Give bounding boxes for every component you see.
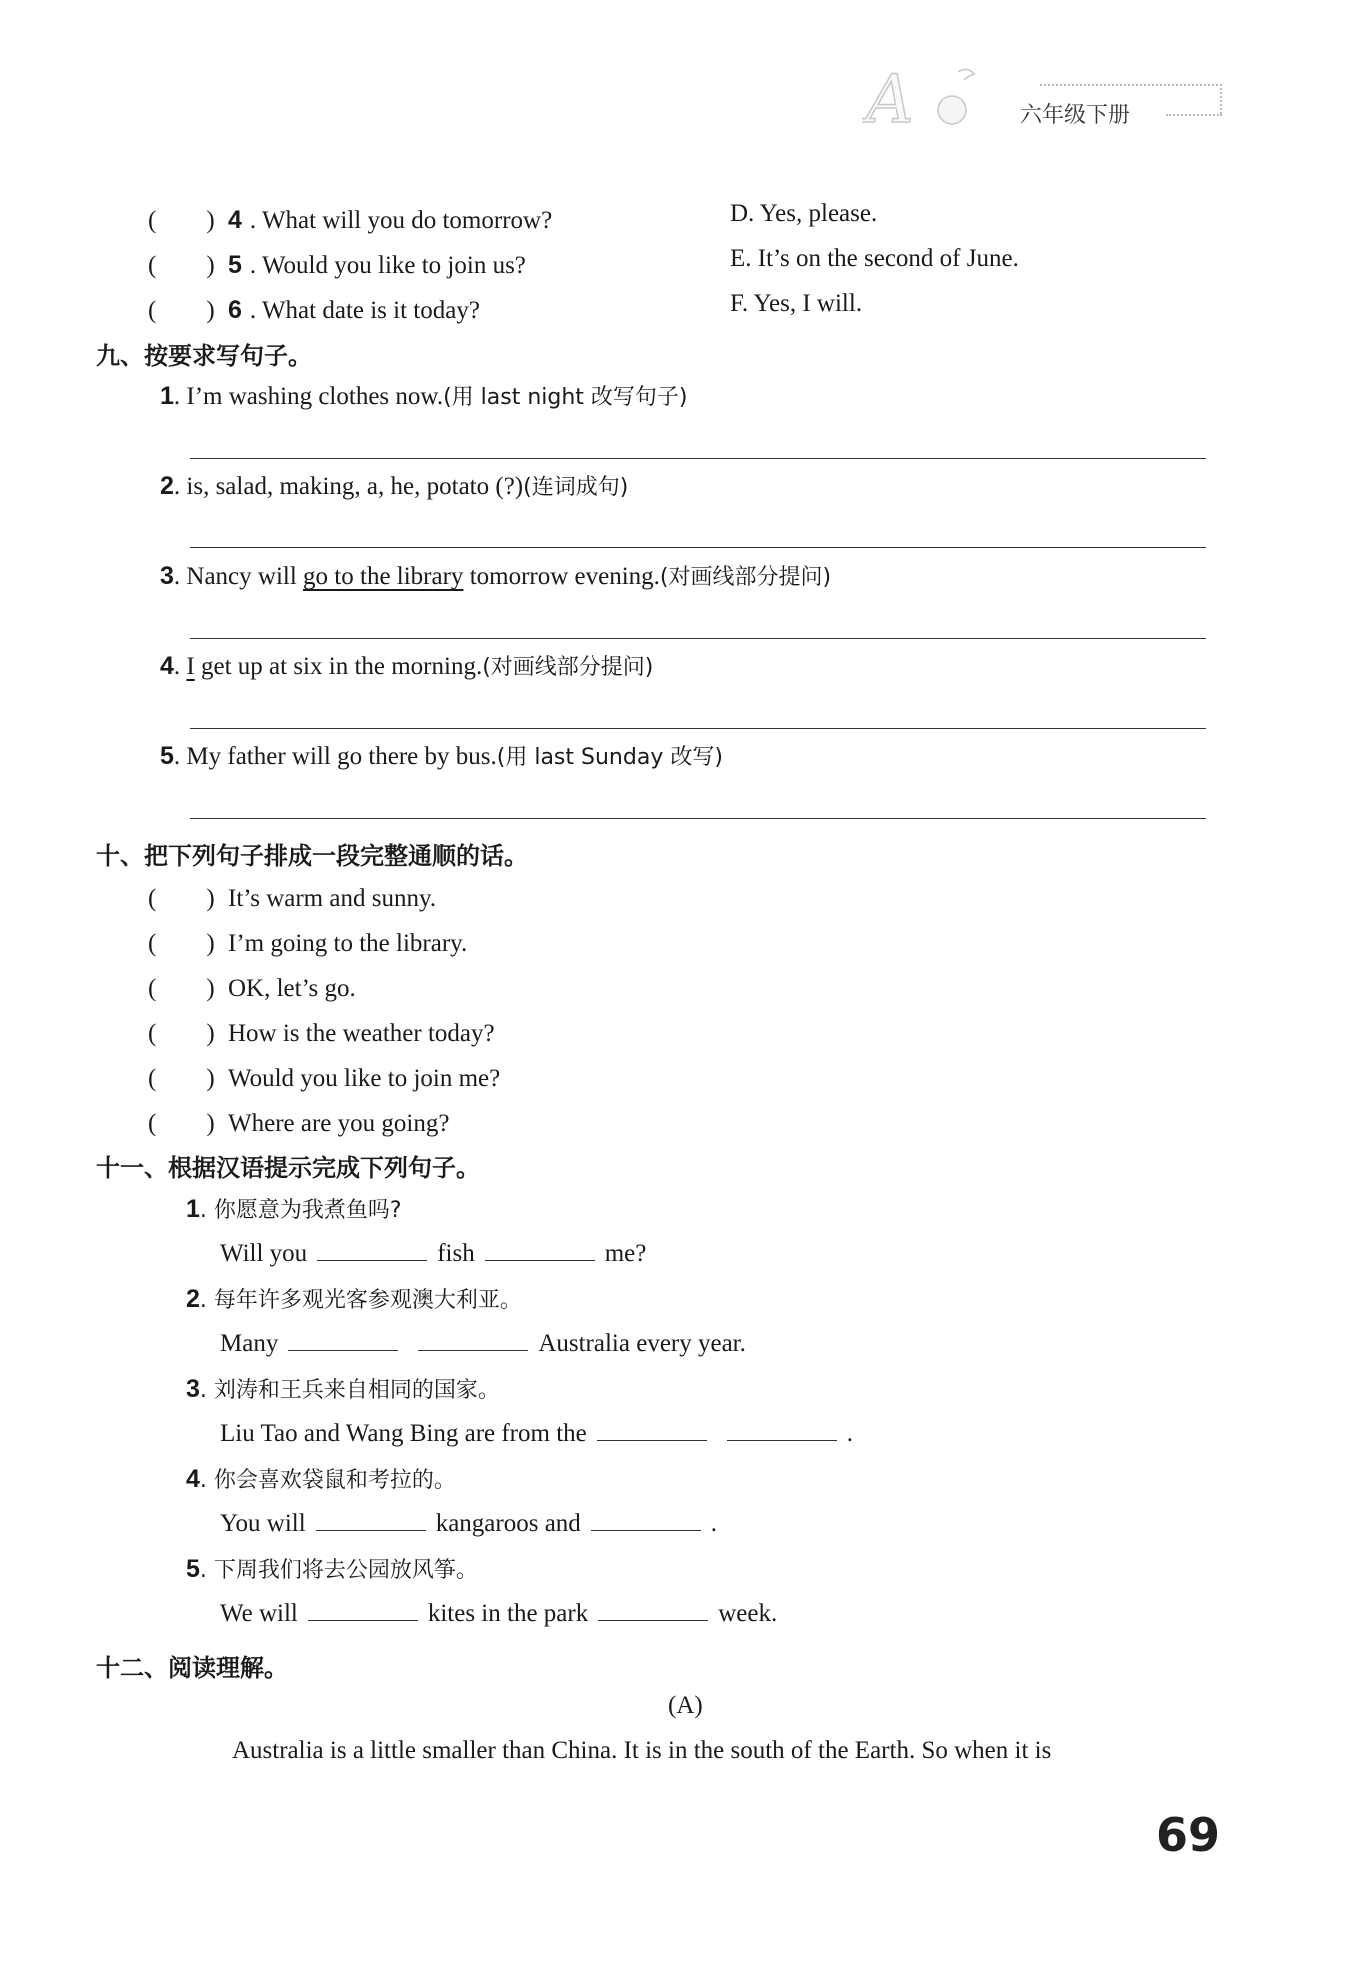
matching-option: D. Yes, please.: [730, 200, 878, 227]
answer-parens[interactable]: ( ): [148, 252, 215, 279]
ordering-item: ( ) OK, let’s go.: [148, 968, 356, 1004]
matching-option: F. Yes, I will.: [730, 290, 863, 317]
section-title: 九、按要求写句子。: [96, 342, 312, 370]
fill-blank[interactable]: [316, 1508, 426, 1531]
ordering-item: ( ) Would you like to join me?: [148, 1058, 500, 1094]
fill-in-sentence: We will kites in the park week.: [220, 1600, 778, 1627]
header-divider: [1040, 84, 1222, 86]
ordering-item: ( ) It’s warm and sunny.: [148, 878, 436, 914]
exercise-item: 1. I’m washing clothes now.(用 last night 改写句子): [160, 382, 688, 410]
ordering-item: ( ) I’m going to the library.: [148, 923, 467, 959]
answer-parens[interactable]: ( ): [148, 1065, 215, 1092]
translation-prompt: 1. 你愿意为我煮鱼吗?: [186, 1195, 402, 1223]
answer-parens[interactable]: ( ): [148, 930, 215, 957]
reading-passage: Australia is a little smaller than China. It is in the south of the Earth. So when it is: [232, 1737, 1052, 1764]
underlined-phrase: I: [186, 653, 195, 680]
matching-option: E. It’s on the second of June.: [730, 245, 1019, 272]
fill-blank[interactable]: [597, 1418, 707, 1441]
fill-in-sentence: Liu Tao and Wang Bing are from the .: [220, 1420, 853, 1447]
fill-blank[interactable]: [308, 1598, 418, 1621]
matching-row: ( ) 6 . What date is it today?: [148, 290, 480, 326]
matching-row: ( ) 4 . What will you do tomorrow?: [148, 200, 552, 236]
svg-text:A: A: [866, 61, 914, 138]
answer-parens[interactable]: ( ): [148, 975, 215, 1002]
translation-prompt: 5. 下周我们将去公园放风筝。: [186, 1555, 478, 1583]
translation-prompt: 4. 你会喜欢袋鼠和考拉的。: [186, 1465, 456, 1493]
answer-line[interactable]: [190, 547, 1206, 548]
exercise-item: 4. I get up at six in the morning.(对画线部分提问): [160, 652, 654, 680]
header-divider: [1166, 114, 1222, 116]
grade-label: 六年级下册: [1020, 103, 1131, 128]
ace-logo-icon: [862, 58, 982, 138]
passage-label: (A): [668, 1692, 703, 1719]
answer-parens[interactable]: ( ): [148, 297, 215, 324]
fill-in-sentence: Many Australia every year.: [220, 1330, 746, 1357]
answer-line[interactable]: [190, 728, 1206, 729]
answer-parens[interactable]: ( ): [148, 885, 215, 912]
fill-blank[interactable]: [598, 1598, 708, 1621]
section-title: 十二、阅读理解。: [96, 1654, 288, 1682]
ordering-item: ( ) Where are you going?: [148, 1103, 449, 1139]
translation-prompt: 3. 刘涛和王兵来自相同的国家。: [186, 1375, 500, 1403]
underlined-phrase: go to the library: [303, 563, 464, 590]
fill-in-sentence: You will kangaroos and .: [220, 1510, 718, 1537]
answer-parens[interactable]: ( ): [148, 207, 215, 234]
header-divider: [1220, 84, 1222, 114]
fill-in-sentence: Will you fish me?: [220, 1240, 647, 1267]
exercise-item: 5. My father will go there by bus.(用 last Sunday 改写): [160, 742, 723, 770]
exercise-item: 3. Nancy will go to the library tomorrow evening.(对画线部分提问): [160, 562, 832, 590]
fill-blank[interactable]: [591, 1508, 701, 1531]
matching-row: ( ) 5 . Would you like to join us?: [148, 245, 526, 281]
page-number: 69: [1156, 1808, 1221, 1862]
answer-parens[interactable]: ( ): [148, 1110, 215, 1137]
answer-line[interactable]: [190, 458, 1206, 459]
fill-blank[interactable]: [727, 1418, 837, 1441]
exercise-item: 2. is, salad, making, a, he, potato (?)(连词成句): [160, 472, 629, 500]
answer-line[interactable]: [190, 818, 1206, 819]
fill-blank[interactable]: [288, 1328, 398, 1351]
answer-line[interactable]: [190, 638, 1206, 639]
fill-blank[interactable]: [485, 1238, 595, 1261]
section-title: 十一、根据汉语提示完成下列句子。: [96, 1154, 480, 1182]
fill-blank[interactable]: [317, 1238, 427, 1261]
fill-blank[interactable]: [418, 1328, 528, 1351]
section-title: 十、把下列句子排成一段完整通顺的话。: [96, 842, 528, 870]
translation-prompt: 2. 每年许多观光客参观澳大利亚。: [186, 1285, 522, 1313]
ordering-item: ( ) How is the weather today?: [148, 1013, 495, 1049]
answer-parens[interactable]: ( ): [148, 1020, 215, 1047]
